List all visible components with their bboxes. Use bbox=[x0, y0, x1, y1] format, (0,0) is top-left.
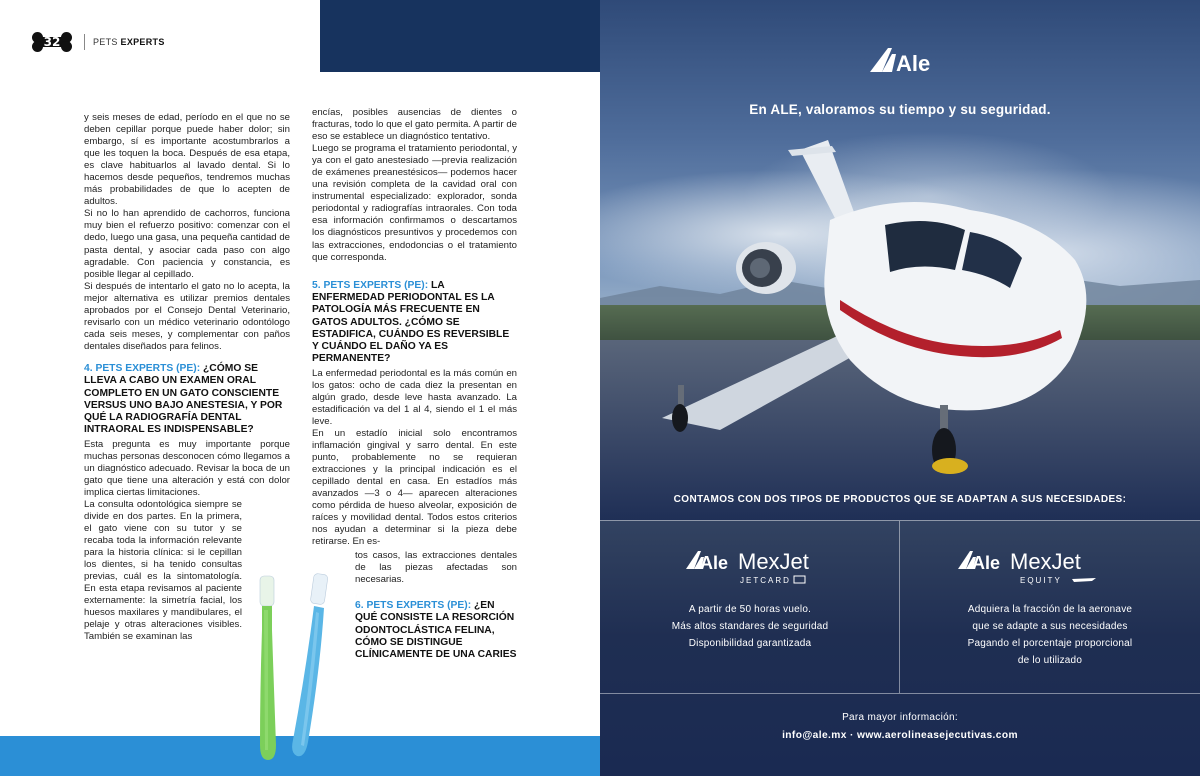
question-heading-5: 5. PETS EXPERTS (PE): LA ENFERMEDAD PERIODONTAL ES LA PATOLOGÍA MÁS FRECUENTE EN GATOS ADULTOS. ¿CÓMO SE ESTADIFICA, CUÁNDO ES REVERSIBLE Y CUÁNDO EL DAÑO YA ES PERMANENTE? bbox=[312, 279, 510, 365]
section-name: PETS EXPERTS bbox=[93, 37, 165, 47]
product-features bbox=[900, 601, 1200, 669]
feature-line: que se adapte a sus necesidades bbox=[972, 621, 1128, 632]
feature-line: Disponibilidad garantizada bbox=[688, 638, 812, 649]
feature-line: Pagando el porcentaje proporcional bbox=[967, 638, 1133, 649]
brand-prefix: Ale bbox=[700, 553, 729, 573]
contact-links[interactable]: info@ale.mx · www.aerolineasejecutivas.com bbox=[782, 730, 1018, 741]
blue-toothbrush-icon bbox=[292, 573, 328, 756]
question-heading-4: 4. PETS EXPERTS (PE): ¿CÓMO SE LLEVA A CABO UN EXAMEN ORAL COMPLETO EN UN GATO CONSCIENTE VERSUS UNO BAJO ANESTESIA, Y POR QUÉ LA RADIOGRAFÍA DENTAL INTRAORAL ES INDISPENSABLE? bbox=[84, 362, 283, 436]
page-number: 32 bbox=[43, 35, 61, 49]
article-column-3 bbox=[355, 550, 517, 664]
green-toothbrush-icon bbox=[260, 576, 276, 760]
plane-icon bbox=[1072, 578, 1096, 582]
page-header bbox=[30, 31, 165, 53]
paragraph: y seis meses de edad, período en el que no se deben cepillar porque puede haber dolor; sin embargo, sí es importante acostumbrarlos a que les toquen la boca. Después de esa etapa, es clave habituarlos al lavado dental. Si lo hacemos desde pequeños, tendremos muchas más probabilidades de que lo acepten de adultos. bbox=[84, 112, 290, 208]
logo-text: Ale bbox=[896, 51, 931, 76]
feature-line: de lo utilizado bbox=[1017, 655, 1083, 666]
header-navy-band bbox=[320, 0, 600, 72]
products-panel bbox=[600, 520, 1200, 694]
ale-advertisement-page bbox=[600, 0, 1200, 776]
products-heading: CONTAMOS CON DOS TIPOS DE PRODUCTOS QUE SE ADAPTAN A SUS NECESIDADES: bbox=[673, 494, 1127, 505]
brand-name: MexJet bbox=[1010, 549, 1081, 574]
paragraph: La enfermedad periodontal es la más común en los gatos: ocho de cada diez la presentan en algún grado, desde leve hasta avanzado. La estadificación va del 1 al 4, siendo el 1 el más leve. bbox=[312, 367, 517, 427]
brand-sub: JETCARD bbox=[740, 576, 791, 585]
product-features bbox=[600, 601, 900, 652]
question-heading-6: 6. PETS EXPERTS (PE): ¿EN QUÉ CONSISTE LA RESORCIÓN ODONTOCLÁSTICA FELINA, CÓMO SE DISTINGUE CLÍNICAMENTE DE UNA CARIES bbox=[355, 600, 517, 661]
paragraph: Si después de intentarlo el gato no lo acepta, la mejor alternativa es utilizar premios dentales aprobados por el Consejo Dental Veterinario, revisarlo con un médico veterinario odontólogo cada seis meses, y complementar con paños dentales diseñados para felinos. bbox=[84, 280, 290, 352]
contact-block bbox=[600, 712, 1200, 741]
header-divider bbox=[84, 34, 85, 50]
paragraph: encías, posibles ausencias de dientes o fracturas, todo lo que el gato permita. A partir de eso se establece un diagnóstico tentativo. bbox=[312, 107, 517, 143]
feature-line: Adquiera la fracción de la aeronave bbox=[967, 604, 1133, 615]
brand-name: MexJet bbox=[738, 549, 809, 574]
brand-sub: EQUITY bbox=[1020, 576, 1062, 585]
card-icon bbox=[794, 576, 805, 583]
paragraph: Luego se programa el tratamiento periodontal, y ya con el gato anestesiado —previa realización de exámenes preanestésicos— podemos hacer una revisión completa de la cavidad oral con instrumental especializado: explorador, sonda periodontal y radiografías intraorales. Con toda esa información confirmamos o descartamos los diagnósticos presuntivos y procedemos con las extracciones, endodoncias o el tratamiento que corresponda. bbox=[312, 143, 517, 263]
paragraph: Esta pregunta es muy importante porque muchas personas desconocen cómo llegamos a un diagnóstico adecuado. Revisar la boca de un gato que tiene una alteración y está con dolor implica ciertas limitaciones. bbox=[84, 438, 290, 498]
product-equity bbox=[900, 521, 1200, 693]
toothbrush-illustration bbox=[250, 570, 340, 770]
mexjet-jetcard-logo bbox=[600, 547, 900, 607]
contact-label: Para mayor información: bbox=[842, 712, 958, 723]
ad-tagline: En ALE, valoramos su tiempo y su seguridad. bbox=[749, 102, 1051, 117]
ale-logo bbox=[868, 44, 934, 76]
paragraph: tos casos, las extracciones dentales de las piezas afectadas son necesarias. bbox=[355, 550, 517, 586]
feature-line: A partir de 50 horas vuelo. bbox=[688, 604, 812, 615]
paragraph: Si no lo han aprendido de cachorros, funciona muy bien el refuerzo positivo: comenzar con el dedo, luego una gasa, una pequeña cantidad de pasta dental, y asociar cada paso con algo agradable. Con paciencia y constancia, es posible llegar al cepillado. bbox=[84, 208, 290, 280]
brand-prefix: Ale bbox=[972, 553, 1001, 573]
article-column-1 bbox=[84, 112, 290, 644]
paragraph: La consulta odontológica siempre se divide en dos partes. En la primera, el gato viene con su tutor y se recaba toda la información relevante para la historia clínica: si le cepillan los dientes, si ha tenido consultas previas, cuál es la sintomatología. En esta etapa revisamos al paciente externamente: la simetría facial, los huesos maxilares y mandibulares, el pelaje y otras alteraciones visibles. También se examinan las bbox=[84, 498, 242, 643]
feature-line: Más altos standares de seguridad bbox=[671, 621, 829, 632]
paragraph: En un estadío inicial solo encontramos inflamación gingival y sarro dental. En este punto, probablemente no se requieran extracciones y la principal indicación es el cepillado dental en casa. En estadíos más avanzados —3 o 4— aparecen alteraciones como pérdida de hueso alveolar, exposición de raíces y movilidad dental. Todos estos criterios nos ayudan a determinar si la pieza debe retirarse. En es- bbox=[312, 427, 517, 548]
article-column-2 bbox=[312, 107, 517, 548]
bone-icon bbox=[30, 32, 74, 52]
mexjet-equity-logo bbox=[900, 547, 1200, 607]
product-jetcard bbox=[600, 521, 900, 693]
